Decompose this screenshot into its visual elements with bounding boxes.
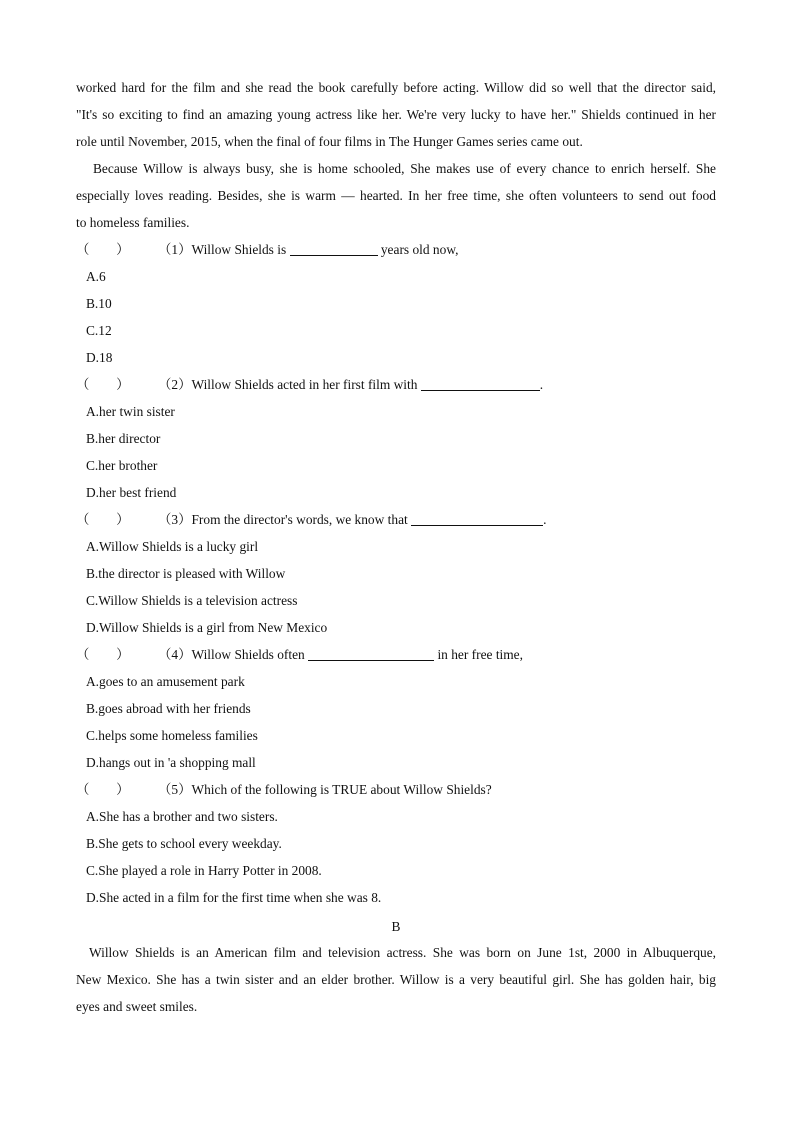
option: C.her brother [86,458,158,473]
option: B.10 [86,296,112,311]
passage-line: New Mexico. She has a twin sister and an elder brother. Willow is a very beautiful girl. She has golden hair, big [76,972,716,987]
question-4-stem: （ ） （4）Willow Shields often in her free time, [76,645,523,665]
passage-line: eyes and sweet smiles. [76,999,198,1014]
answer-blank[interactable] [290,241,378,256]
option: C.12 [86,323,112,338]
answer-paren[interactable]: （ ） [76,647,130,662]
option: D.her best friend [86,485,177,500]
question-3-stem: （ ） （3）From the director's words, we know that . [76,510,546,530]
question-2-stem: （ ） （2）Willow Shields acted in her first film with . [76,375,543,395]
option: B.goes abroad with her friends [86,701,251,716]
passage-line: Willow Shields is an American film and television actress. She was born on June 1st, 2000 in Albuquerque, [89,945,716,960]
answer-blank[interactable] [308,646,434,661]
option: C.helps some homeless families [86,728,258,743]
answer-blank[interactable] [421,376,540,391]
option: B.She gets to school every weekday. [86,836,282,851]
answer-paren[interactable]: （ ） [76,512,130,527]
answer-paren[interactable]: （ ） [76,242,130,257]
option: B.her director [86,431,161,446]
option: D.She acted in a film for the first time when she was 8. [86,890,382,905]
answer-blank[interactable] [411,511,543,526]
passage-line: Because Willow is always busy, she is home schooled, She makes use of every chance to enrich herself. She [93,161,716,176]
section-heading: B [391,919,401,934]
option: A.her twin sister [86,404,175,419]
passage-line: worked hard for the film and she read the book carefully before acting. Willow did so well that the director said, [76,80,716,95]
option: B.the director is pleased with Willow [86,566,286,581]
option: D.18 [86,350,113,365]
option: A.She has a brother and two sisters. [86,809,278,824]
question-1-stem: （ ） （1）Willow Shields is years old now, [76,240,458,260]
answer-paren[interactable]: （ ） [76,782,130,797]
passage-line: "It's so exciting to find an amazing young actress like her. We're very lucky to have her." Shields continued in her [76,107,716,122]
answer-paren[interactable]: （ ） [76,377,130,392]
option: C.She played a role in Harry Potter in 2008. [86,863,322,878]
option: D.Willow Shields is a girl from New Mexico [86,620,328,635]
option: D.hangs out in 'a shopping mall [86,755,256,770]
option: A.Willow Shields is a lucky girl [86,539,259,554]
question-5-stem: （ ） （5）Which of the following is TRUE about Willow Shields? [76,780,492,800]
passage-line: role until November, 2015, when the final of four films in The Hunger Games series came out. [76,134,583,149]
option: C.Willow Shields is a television actress [86,593,298,608]
option: A.6 [86,269,106,284]
passage-line: to homeless families. [76,215,190,230]
option: A.goes to an amusement park [86,674,245,689]
passage-line: especially loves reading. Besides, she is warm — hearted. In her free time, she often volunteers to send out food [76,188,716,203]
